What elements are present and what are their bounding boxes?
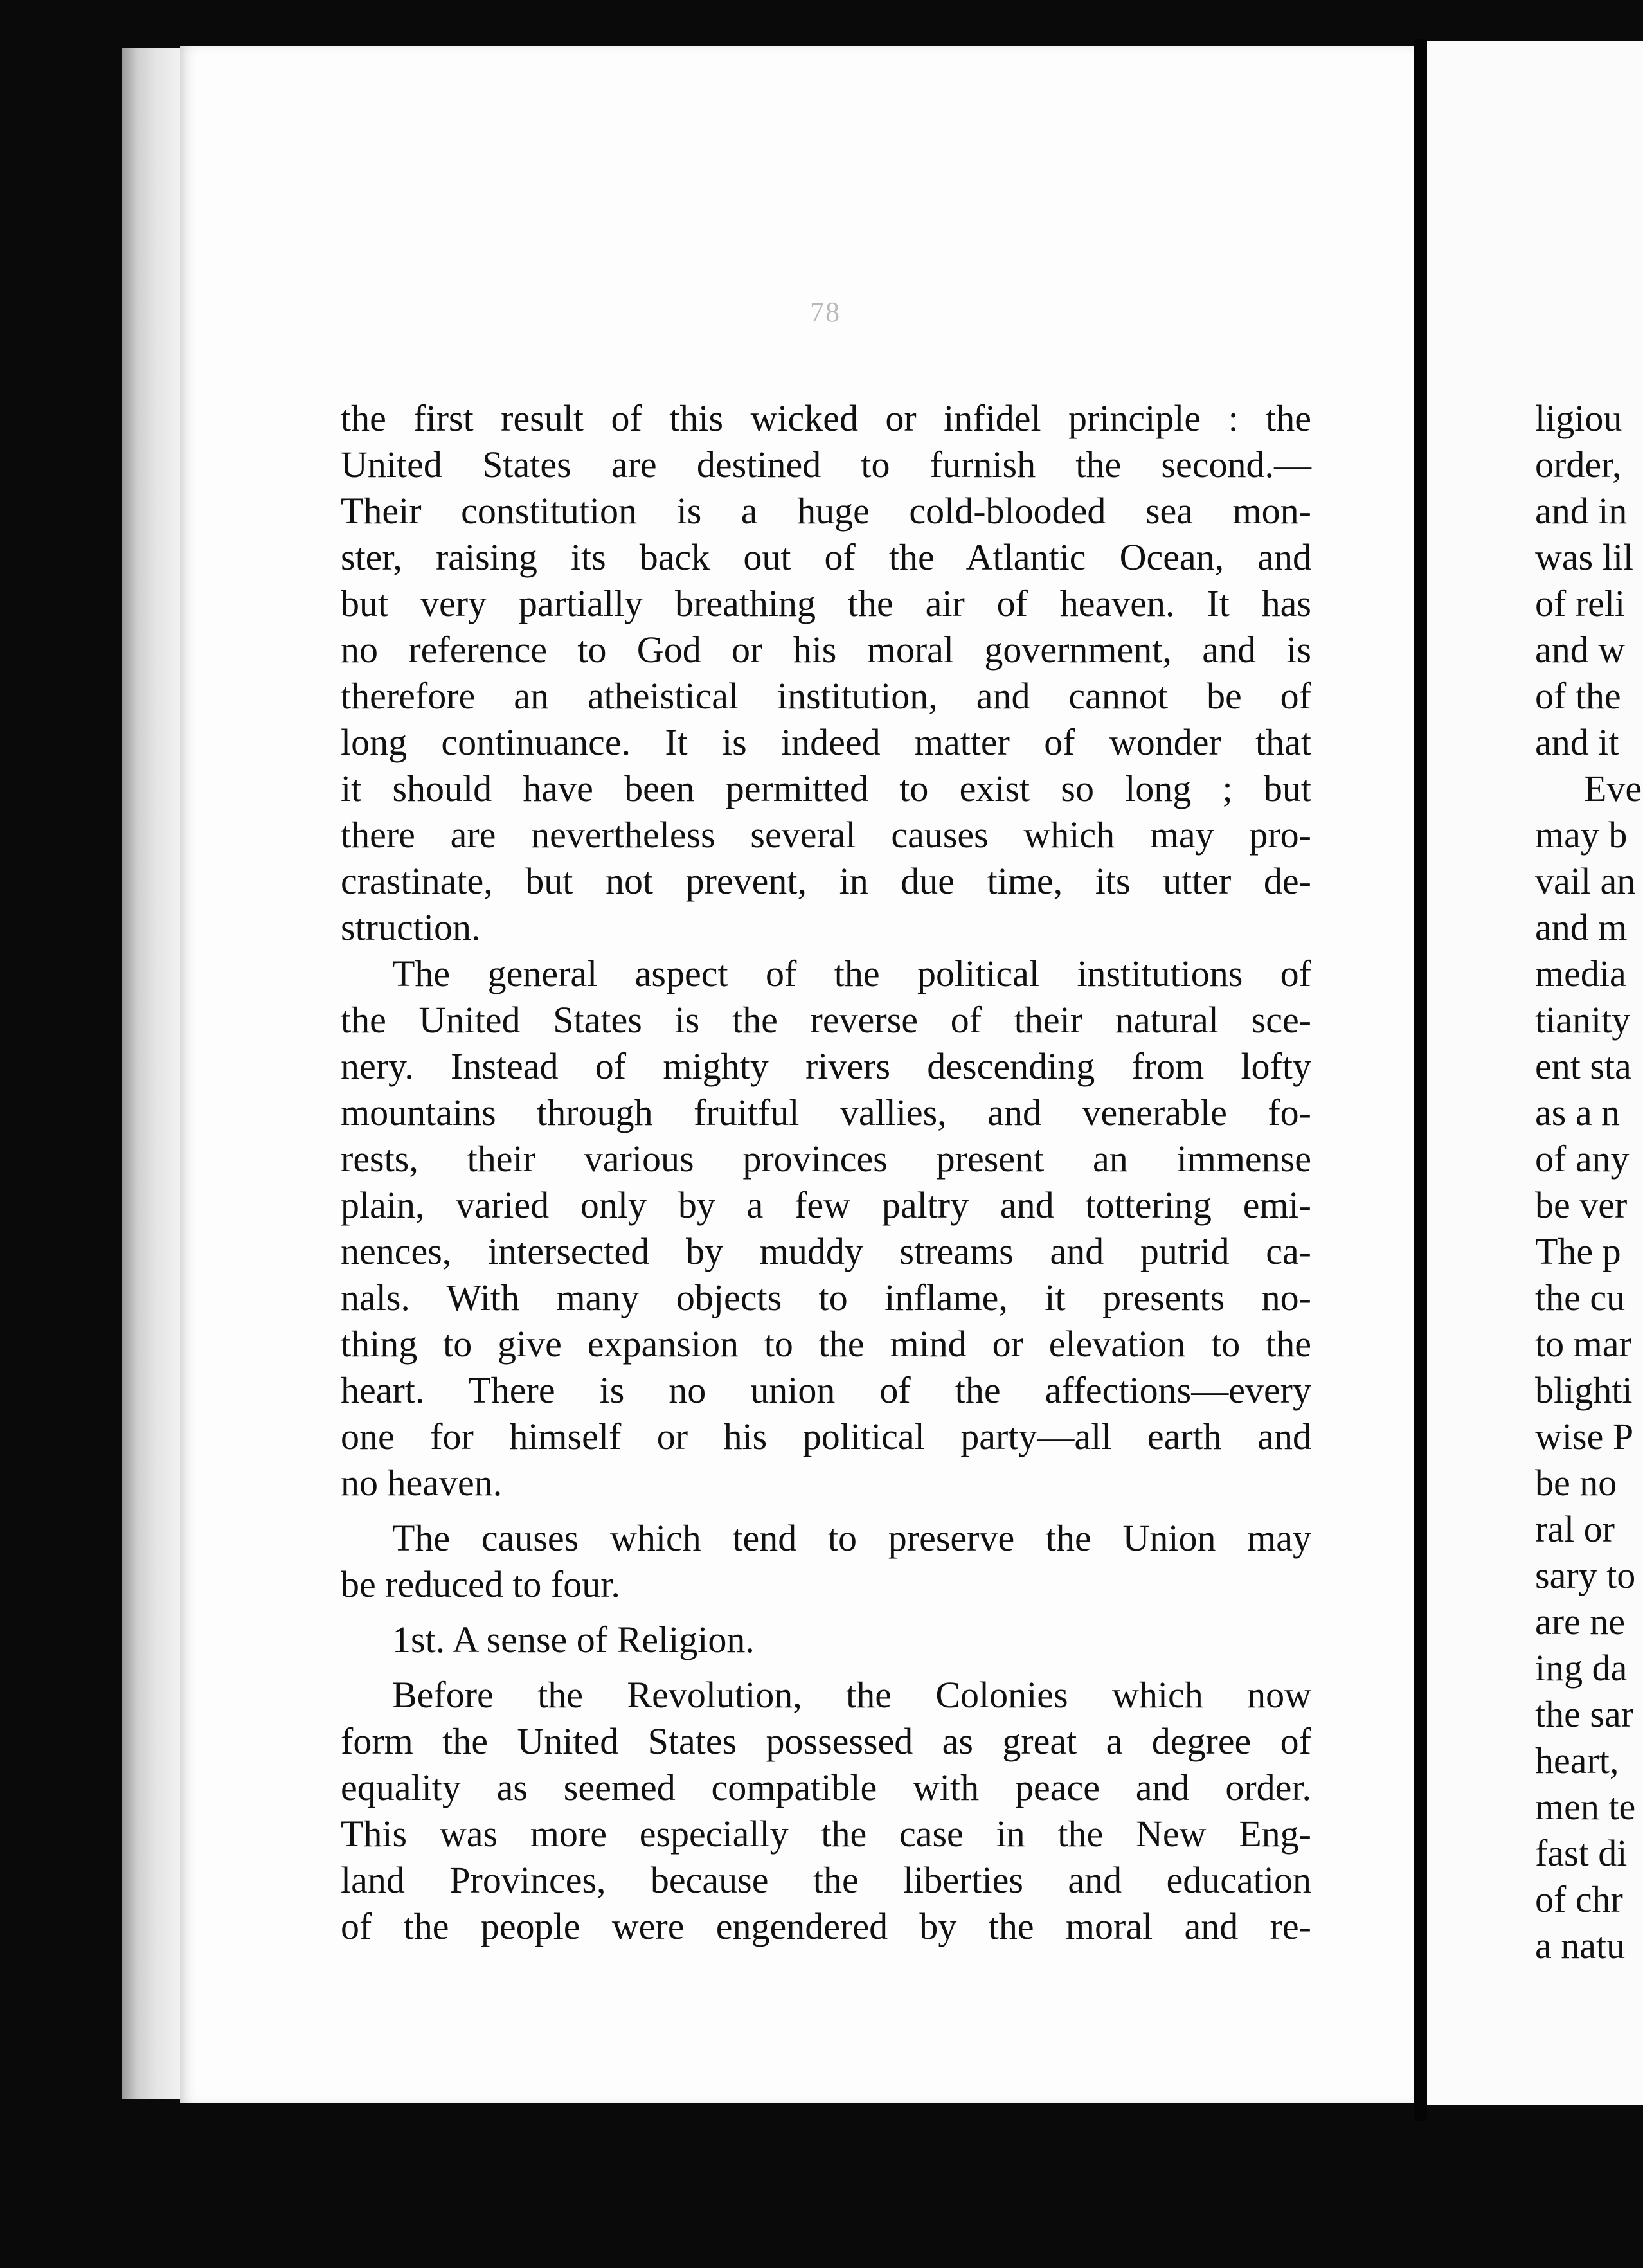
left-page-text-line: there are nevertheless several causes which may pro- bbox=[341, 814, 1311, 856]
left-page-text-line: nals. With many objects to inflame, it presents no- bbox=[341, 1277, 1311, 1318]
right-page-text-line: the cu bbox=[1535, 1277, 1626, 1318]
left-page-text-line: nences, intersected by muddy streams and putrid ca- bbox=[341, 1230, 1311, 1272]
right-page-text-line: a natu bbox=[1535, 1925, 1626, 1967]
left-page-text-line: struction. bbox=[341, 906, 481, 948]
right-page-text-line: and w bbox=[1535, 629, 1626, 670]
right-page-text-line: be ver bbox=[1535, 1184, 1628, 1226]
right-page-text-line: the sar bbox=[1535, 1693, 1633, 1735]
left-page-text-line: 1st. A sense of Religion. bbox=[392, 1619, 755, 1661]
left-page-text-line: rests, their various provinces present an immense bbox=[341, 1138, 1311, 1180]
right-page-text-line: of any bbox=[1535, 1138, 1630, 1180]
left-page-text-line: form the United States possessed as great a degree of bbox=[341, 1720, 1311, 1762]
page-gutter bbox=[1414, 39, 1427, 2121]
right-page-text-line: The p bbox=[1535, 1230, 1621, 1272]
left-page-text-line: mountains through fruitful vallies, and venerable fo- bbox=[341, 1092, 1311, 1133]
right-page-text-line: are ne bbox=[1535, 1601, 1626, 1643]
left-page-text-line: land Provinces, because the liberties and education bbox=[341, 1859, 1311, 1901]
right-page-text-line: fast di bbox=[1535, 1832, 1628, 1874]
right-page-text-line: vail an bbox=[1535, 860, 1636, 902]
left-page-text-line: one for himself or his political party—all earth and bbox=[341, 1416, 1311, 1457]
right-page-text-line: sary to bbox=[1535, 1554, 1636, 1596]
page-number: 78 bbox=[810, 296, 841, 328]
left-page-text-line: the first result of this wicked or infidel principle : the bbox=[341, 397, 1311, 439]
right-page-text-line: was lil bbox=[1535, 536, 1634, 578]
left-page-text-line: nery. Instead of mighty rivers descending from lofty bbox=[341, 1045, 1311, 1087]
right-page-text-line: of chr bbox=[1535, 1878, 1623, 1920]
right-page-text-line: heart, bbox=[1535, 1740, 1619, 1781]
right-page-text-line: media bbox=[1535, 953, 1626, 995]
left-page-text-line: of the people were engendered by the moral and re- bbox=[341, 1905, 1311, 1947]
right-page-text-line: and m bbox=[1535, 906, 1628, 948]
left-page-text-line: no reference to God or his moral government, and is bbox=[341, 629, 1311, 670]
right-page-text-line: wise P bbox=[1535, 1416, 1634, 1457]
left-page-text-line: heart. There is no union of the affections—every bbox=[341, 1369, 1311, 1411]
left-page-text-line: thing to give expansion to the mind or elevation to the bbox=[341, 1323, 1311, 1365]
right-page-text-line: ent sta bbox=[1535, 1045, 1631, 1087]
left-page-text-line: crastinate, but not prevent, in due time, its utter de- bbox=[341, 860, 1311, 902]
left-page-text-line: This was more especially the case in the New Eng- bbox=[341, 1813, 1311, 1855]
left-page-text-line: Their constitution is a huge cold-blooded sea mon- bbox=[341, 490, 1311, 532]
left-page-text-line: equality as seemed compatible with peace and order. bbox=[341, 1767, 1311, 1808]
left-page-text-line: plain, varied only by a few paltry and tottering emi- bbox=[341, 1184, 1311, 1226]
left-page-text-line: long continuance. It is indeed matter of wonder that bbox=[341, 721, 1311, 763]
right-page-text-line: may b bbox=[1535, 814, 1628, 856]
right-page-text-line: order, bbox=[1535, 444, 1622, 485]
right-page-text bbox=[1535, 395, 1643, 1969]
right-page-text-line: ligiou bbox=[1535, 397, 1622, 439]
left-page-text-line: The general aspect of the political institutions of bbox=[392, 953, 1311, 995]
right-page-text-line: Eve bbox=[1584, 768, 1642, 809]
right-page-text-line: to mar bbox=[1535, 1323, 1631, 1365]
left-page-text-line: it should have been permitted to exist so long ; but bbox=[341, 768, 1311, 809]
left-page-text-line: United States are destined to furnish the second.— bbox=[341, 444, 1311, 485]
left-page-text-line: no heaven. bbox=[341, 1462, 503, 1504]
left-page-text bbox=[341, 395, 1311, 1950]
left-page-text-line: ster, raising its back out of the Atlantic Ocean, and bbox=[341, 536, 1311, 578]
left-page-text-line: Before the Revolution, the Colonies which now bbox=[392, 1674, 1311, 1716]
right-page-text-line: men te bbox=[1535, 1786, 1636, 1828]
right-page-text-line: of reli bbox=[1535, 582, 1626, 624]
left-page-text-line: be reduced to four. bbox=[341, 1563, 620, 1605]
right-page-text-line: as a n bbox=[1535, 1092, 1621, 1133]
right-page-text-line: blighti bbox=[1535, 1369, 1633, 1411]
book-spine-shadow bbox=[122, 48, 183, 2099]
right-page-text-line: tianity bbox=[1535, 999, 1631, 1041]
right-page-text-line: ral or bbox=[1535, 1508, 1615, 1550]
left-page-text-line: therefore an atheistical institution, and cannot be of bbox=[341, 675, 1311, 717]
right-page-text-line: and it bbox=[1535, 721, 1619, 763]
right-page-text-line: and in bbox=[1535, 490, 1628, 532]
right-page-text-line: ing da bbox=[1535, 1647, 1628, 1689]
right-page-text-line: be no bbox=[1535, 1462, 1617, 1504]
right-page-text-line: of the bbox=[1535, 675, 1621, 717]
left-page-text-line: but very partially breathing the air of heaven. It has bbox=[341, 582, 1311, 624]
left-page-text-line: the United States is the reverse of their natural sce- bbox=[341, 999, 1311, 1041]
left-page-text-line: The causes which tend to preserve the Union may bbox=[392, 1517, 1311, 1559]
